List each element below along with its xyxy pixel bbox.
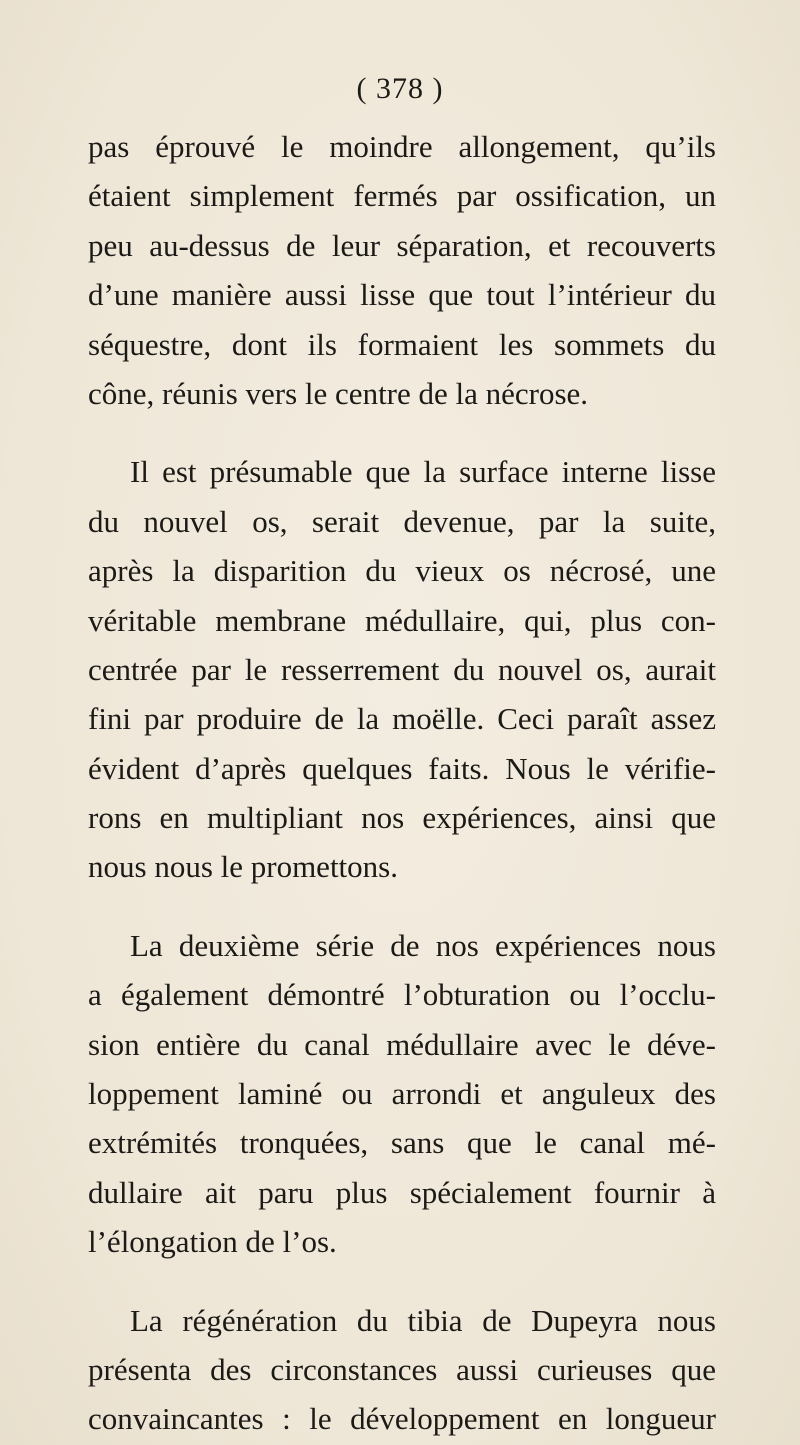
text-line: Il est présumable que la surface interne lisse bbox=[130, 454, 716, 490]
text-line: cône, réunis vers le centre de la nécrose. bbox=[88, 375, 589, 411]
paragraph-4 bbox=[88, 1296, 716, 1444]
paragraph-3 bbox=[88, 921, 716, 1267]
text-line: extrémités tronquées, sans que le canal mé- bbox=[88, 1125, 716, 1161]
text-line: évident d’après quelques faits. Nous le vérifie- bbox=[88, 750, 716, 786]
paragraph-spacer bbox=[88, 1267, 716, 1296]
text-line: rons en multipliant nos expériences, ainsi que bbox=[88, 800, 716, 836]
text-line: dullaire ait paru plus spécialement fournir à bbox=[88, 1174, 716, 1210]
text-line: nous nous le promettons. bbox=[88, 849, 398, 885]
text-line: a également démontré l’obturation ou l’occlu- bbox=[88, 977, 716, 1013]
text-line: du nouvel os, serait devenue, par la suite, bbox=[88, 503, 716, 539]
text-line: véritable membrane médullaire, qui, plus con- bbox=[88, 602, 716, 638]
paragraph-1 bbox=[88, 122, 716, 418]
text-line: centrée par le resserrement du nouvel os, aurait bbox=[88, 651, 716, 687]
text-line: La régénération du tibia de Dupeyra nous bbox=[130, 1302, 716, 1338]
text-line: après la disparition du vieux os nécrosé, une bbox=[88, 553, 716, 589]
text-line: présenta des circonstances aussi curieuses que bbox=[88, 1351, 716, 1387]
text-line: séquestre, dont ils formaient les sommets du bbox=[88, 326, 716, 362]
body-text bbox=[88, 122, 716, 1444]
paragraph-spacer bbox=[88, 892, 716, 921]
text-line: étaient simplement fermés par ossification, un bbox=[88, 178, 716, 214]
text-line: pas éprouvé le moindre allongement, qu’ils bbox=[88, 129, 716, 164]
text-line: peu au-dessus de leur séparation, et recouverts bbox=[88, 227, 716, 263]
text-line: fini par produire de la moëlle. Ceci paraît assez bbox=[88, 701, 716, 737]
text-line: l’élongation de l’os. bbox=[88, 1224, 337, 1260]
paragraph-2 bbox=[88, 447, 716, 892]
text-line: La deuxième série de nos expériences nous bbox=[130, 927, 716, 963]
paragraph-spacer bbox=[88, 418, 716, 447]
text-line: d’une manière aussi lisse que tout l’intérieur du bbox=[88, 277, 716, 313]
text-line: sion entière du canal médullaire avec le déve- bbox=[88, 1026, 716, 1062]
text-line: convaincantes : le développement en longueur bbox=[88, 1401, 716, 1437]
page-number: ( 378 ) bbox=[356, 72, 444, 105]
text-line: loppement laminé ou arrondi et anguleux des bbox=[88, 1076, 716, 1112]
